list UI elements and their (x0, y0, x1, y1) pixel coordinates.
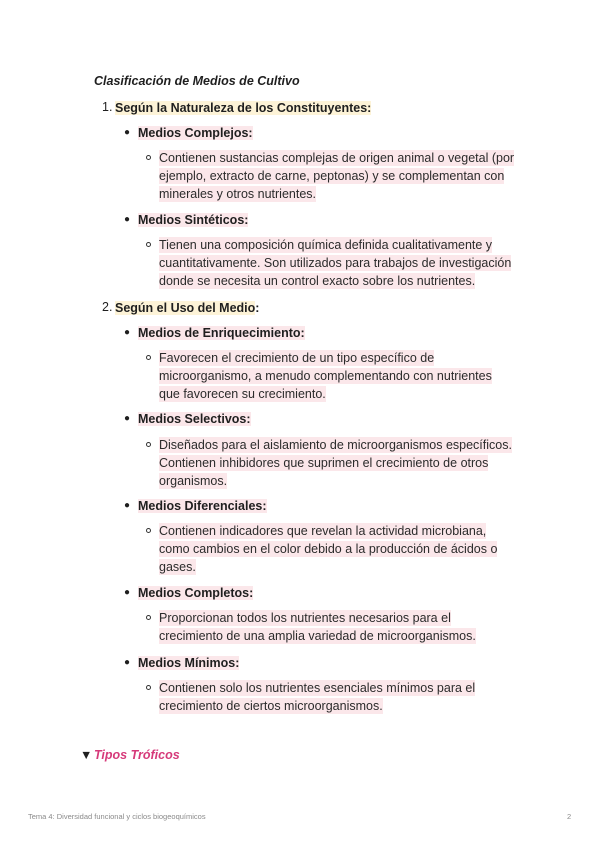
bullet-icon: ● (124, 500, 131, 511)
item-text-line: Favorecen el crecimiento de un tipo específico de (159, 351, 435, 365)
item-text-line: ejemplo, extracto de carne, peptonas) y se complementan con (159, 169, 505, 183)
footer-text: Tema 4: Diversidad funcional y ciclos biogeoquímicos (28, 812, 206, 821)
item-text-line: minerales y otros nutrientes. (159, 187, 317, 201)
item-heading (138, 325, 305, 341)
item-text-line: crecimiento de ciertos microorganismos. (159, 699, 383, 713)
section-label: Según la Naturaleza de los Constituyentes: (115, 101, 372, 115)
item-text-line: Contienen indicadores que revelan la actividad microbiana, (159, 524, 487, 538)
item-label: Medios Mínimos: (138, 656, 240, 670)
item-heading (138, 655, 239, 671)
circle-bullet-icon (146, 442, 151, 447)
bullet-icon: ● (124, 327, 131, 338)
item-heading (138, 498, 267, 514)
section-number: 2. (102, 300, 113, 314)
item-text-line: microorganismo, a menudo complementando con nutrientes (159, 369, 492, 383)
item-heading (138, 125, 253, 141)
item-label: Medios de Enriquecimiento: (138, 326, 305, 340)
circle-bullet-icon (146, 685, 151, 690)
item-text-line: Contienen inhibidores que suprimen el crecimiento de otros (159, 456, 489, 470)
toggle-title[interactable]: Tipos Tróficos (94, 748, 180, 762)
item-text-line: Contienen solo los nutrientes esenciales mínimos para el (159, 681, 476, 695)
item-label: Medios Completos: (138, 586, 254, 600)
item-text-line: Diseñados para el aislamiento de microorganismos específicos. (159, 438, 512, 452)
item-label: Medios Sintéticos: (138, 213, 249, 227)
item-text-line: gases. (159, 560, 196, 574)
item-text-line: como cambios en el color debido a la producción de ácidos o (159, 542, 498, 556)
bullet-icon: ● (124, 127, 131, 138)
circle-bullet-icon (146, 155, 151, 160)
item-heading (138, 411, 251, 427)
circle-bullet-icon (146, 242, 151, 247)
item-label: Medios Selectivos: (138, 412, 251, 426)
item-text-line: donde se necesita un control exacto sobre los nutrientes. (159, 274, 476, 288)
item-text-line: organismos. (159, 474, 228, 488)
bullet-icon: ● (124, 413, 131, 424)
section-heading (115, 300, 259, 316)
bullet-icon: ● (124, 657, 131, 668)
circle-bullet-icon (146, 528, 151, 533)
item-text-line: Contienen sustancias complejas de origen animal o vegetal (por (159, 151, 515, 165)
circle-bullet-icon (146, 355, 151, 360)
item-text-line: crecimiento de una amplia variedad de microorganismos. (159, 629, 476, 643)
circle-bullet-icon (146, 615, 151, 620)
item-label: Medios Diferenciales: (138, 499, 267, 513)
section-number: 1. (102, 100, 113, 114)
item-text-line: Proporcionan todos los nutrientes necesarios para el (159, 611, 451, 625)
toggle-arrow-icon[interactable]: ▼ (80, 748, 93, 762)
bullet-icon: ● (124, 214, 131, 225)
item-text-line: Tienen una composición química definida cualitativamente y (159, 238, 493, 252)
bullet-icon: ● (124, 587, 131, 598)
section-heading (115, 100, 371, 116)
item-heading (138, 585, 253, 601)
page-title: Clasificación de Medios de Cultivo (94, 74, 300, 88)
item-text-line: cuantitativamente. Son utilizados para trabajos de investigación (159, 256, 512, 270)
item-label: Medios Complejos: (138, 126, 253, 140)
page-number: 2 (567, 812, 572, 821)
item-text-line: que favorecen su crecimiento. (159, 387, 326, 401)
section-label-suffix: : (255, 301, 260, 315)
section-label: Según el Uso del Medio (115, 301, 256, 315)
item-heading (138, 212, 248, 228)
